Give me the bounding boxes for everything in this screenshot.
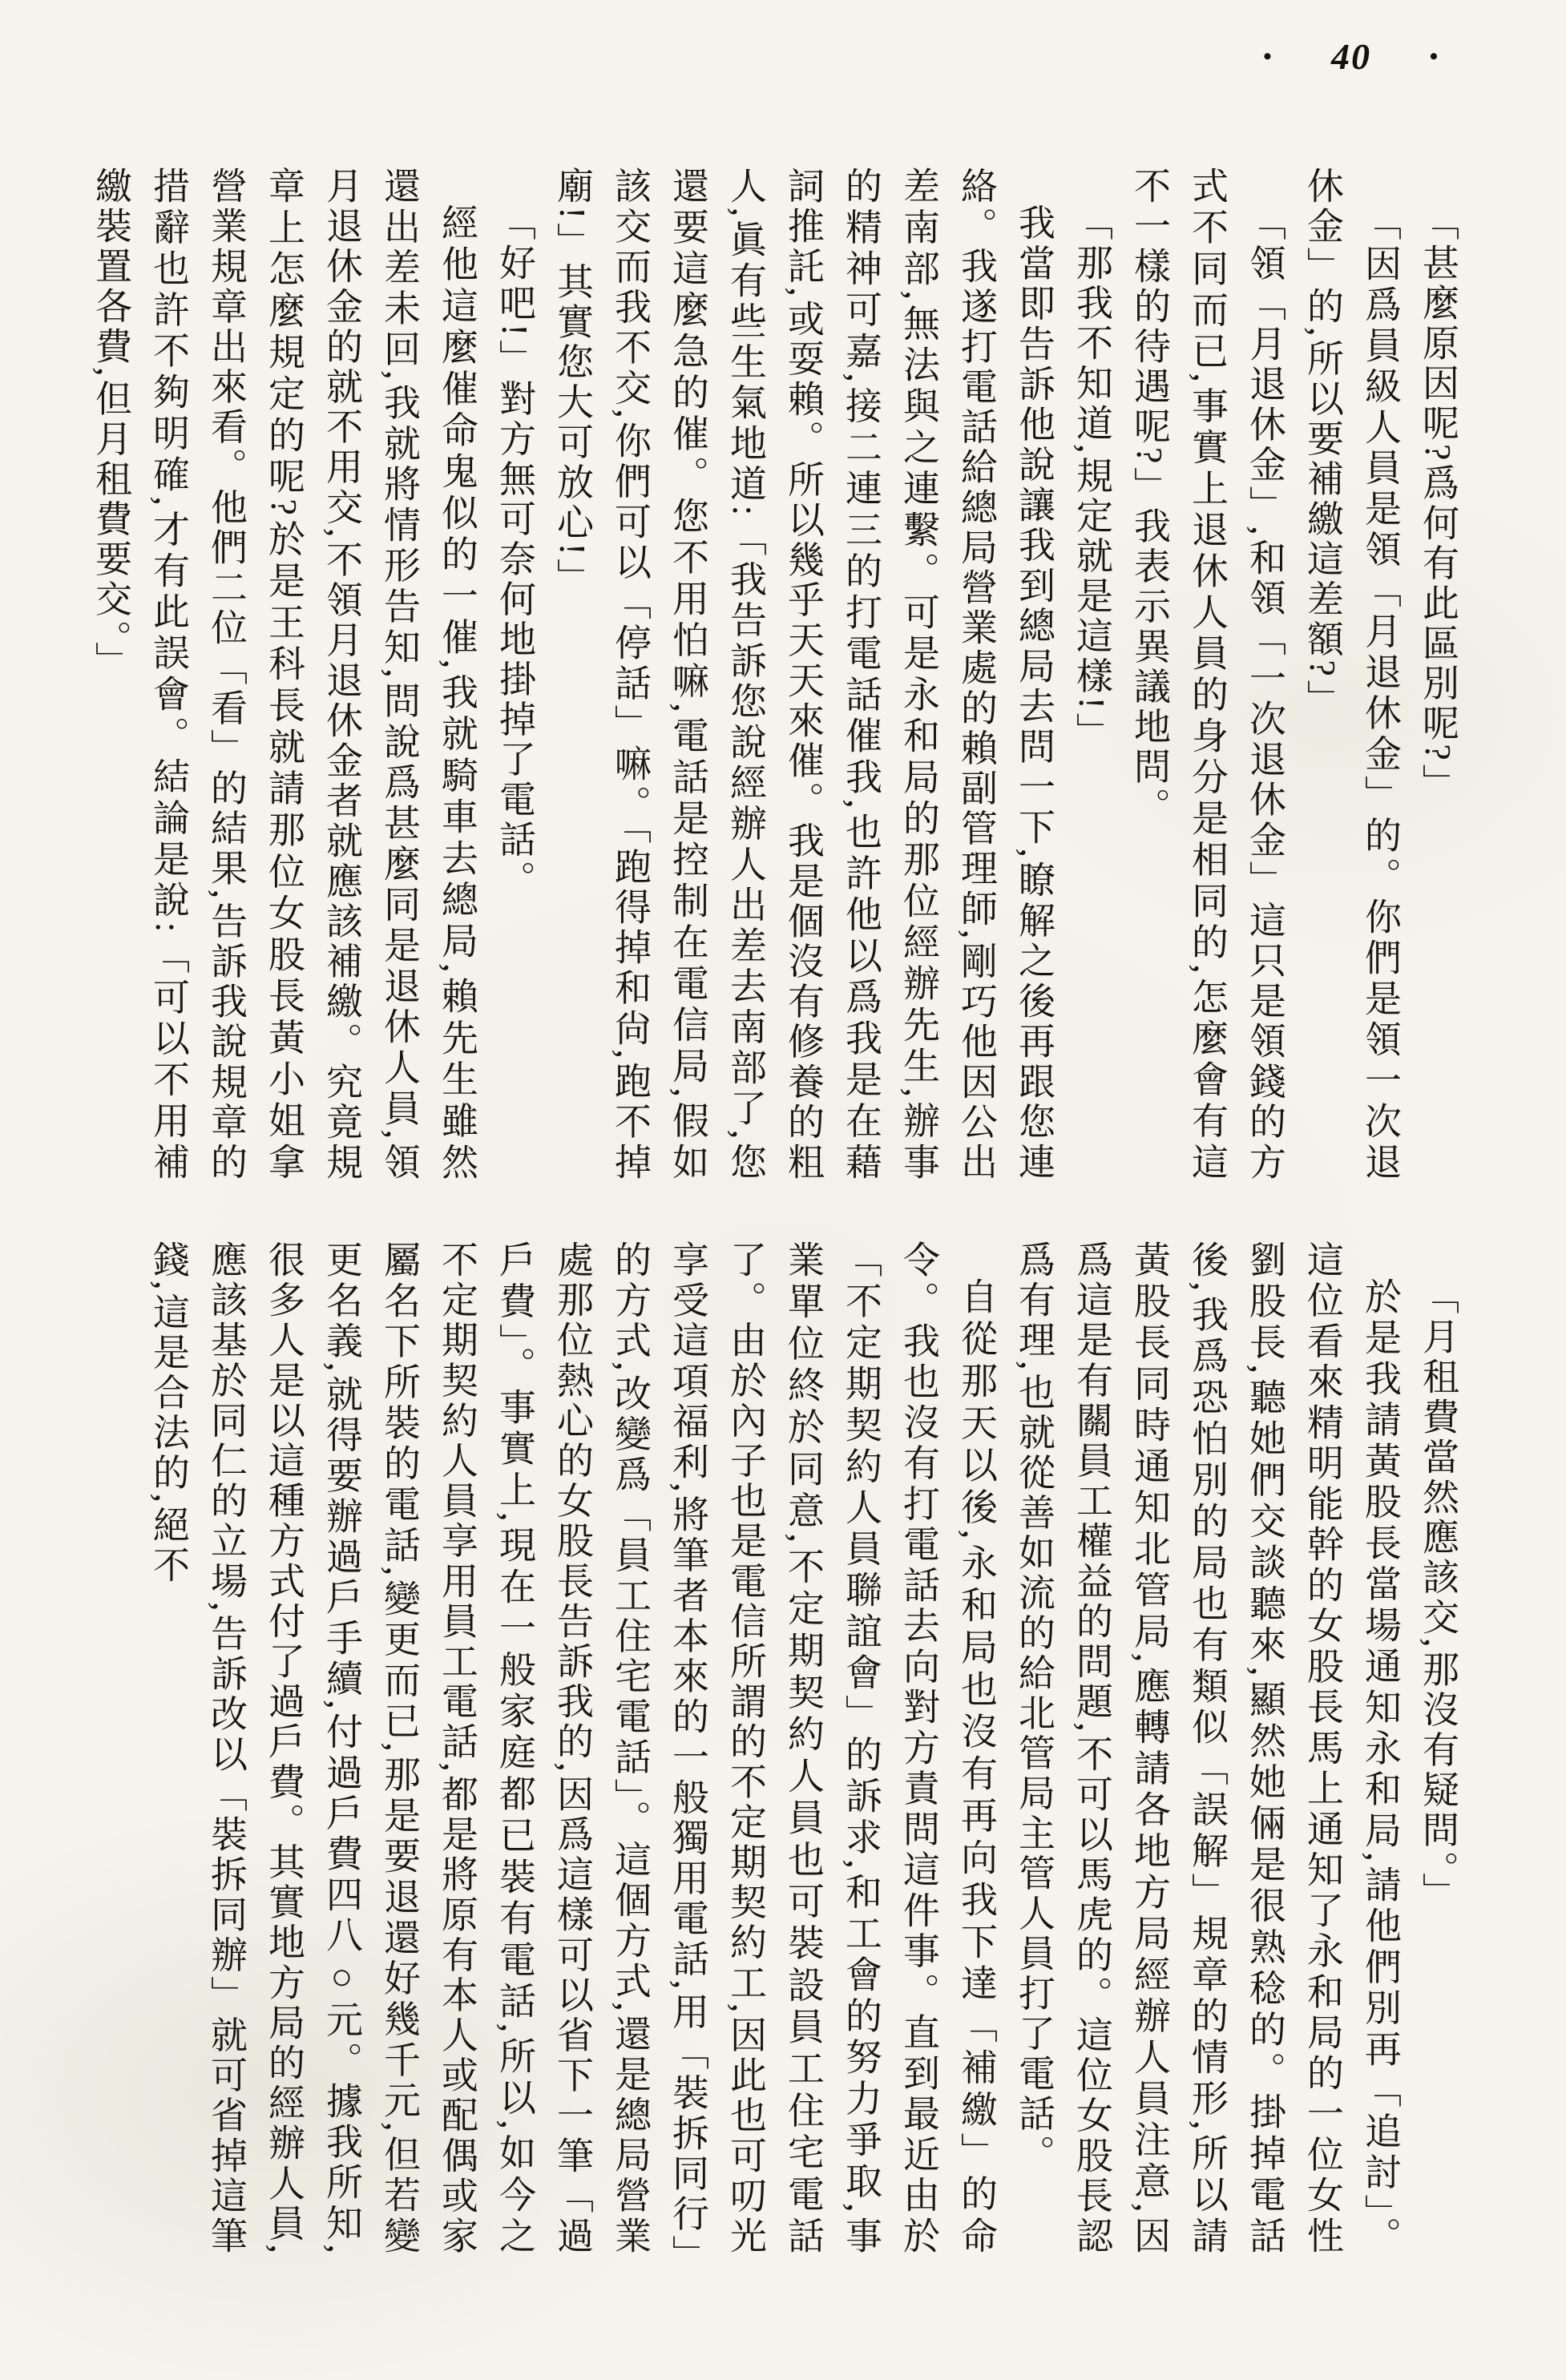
paragraph: 自從那天以後,永和局也沒有再向我下達「補繳」的命令。我也沒有打電話去向對方責問這件事。直到最近由於「不定期契約人員聯誼會」的訴求,和工會的努力爭取,事業單位終於同意,不定期契約人員也可裝設員工住宅電話了。由於內子也是電信所謂的不定期契約工,因此也可叨光享受這項福利,將筆者本來的一般獨用電話,用「裝拆同行」的方式,改變爲「員工住宅電話」。這個方式,還是總局營業處那位熱心的女股長告訴我的,因爲這樣可以省下一筆「過戶費」。事實上,現在一般家庭都已裝有電話,所以,如今之不定期契約人員享用員工電話,都是將原有本人或配偶或家屬名下所裝的電話,變更而已,那是要退還好幾千元,但若變更名義,就得要辦過戶手續,付過戶費四八○元。據我所知,很多人是以這種方式付了過戶費。其實地方局的經辦人員,應該基於同仁的立場,告訴改以「裝拆同辦」就可省掉這筆錢,這是合法的,絕不 (148, 1240, 997, 2257)
paragraph: 「那我不知道,規定就是這樣!」 (1072, 204, 1112, 752)
paragraph: 「好吧!」對方無可奈何地掛掉了電話。 (494, 204, 535, 901)
paragraph: 「甚麼原因呢?爲何有此區別呢?」 (1418, 204, 1459, 804)
text-band-top (80, 167, 1467, 1183)
paragraph: 我當即告訴他說讓我到總局去問一下,瞭解之後再跟您連絡。我遂打電話給總局營業處的賴副管理師,剛巧他因公出差南部,無法與之連繫。可是永和局的那位經辦先生,辦事的精神可嘉,接二連三的打電話催我,也許他以爲我是在藉詞推託,或耍賴。所以幾乎天天來催。我是個沒有修養的粗人,眞有些生氣地道:「我告訴您說經辦人出差去南部了,您還要這麼急的催。您不用怕嘛,電話是控制在電信局,假如該交而我不交,你們可以「停話」嘛。「跑得掉和尙,跑不掉廟!」其實您大可放心!」 (552, 167, 1055, 1184)
paragraph: 「月租費當然應該交,那沒有疑問。」 (1418, 1277, 1459, 1913)
paragraph: 於是我請黃股長當場通知永和局,請他們別再「追討」。這位看來精明能幹的女股長馬上通知了永和局的一位女性劉股長,聽她們交談聽來,顯然她倆是很熟稔的。掛掉電話後,我爲恐怕別的局也有類似「誤解」規章的情形,所以請黃股長同時通知北管局,應轉請各地方局經辦人員注意,因爲這是有關員工權益的問題,不可以馬虎的。這位女股長認爲有理,也就從善如流的給北管局主管人員打了電話。 (1014, 1240, 1401, 2257)
page-number-left-dot: • (1263, 42, 1273, 70)
page-number (1263, 35, 1439, 78)
paragraph: 「領「月退休金」,和領「一次退休金」這只是領錢的方式不同而已,事實上退休人員的身分是相同的,怎麼會有這不一樣的待遇呢?」我表示異議地問。 (1129, 167, 1285, 1183)
page-number-right-dot: • (1429, 42, 1439, 70)
text-band-bottom (80, 1240, 1467, 2257)
paragraph: 經他這麼催命鬼似的一催,我就騎車去總局,賴先生雖然還出差未回,我就將情形告知,問說爲甚麼同是退休人員,領月退休金的就不用交,不領月退休金者就應該補繳。究竟規章上怎麼規定的呢?於是王科長就請那位女股長黃小姐拿營業規章出來看。他們二位「看」的結果,告訴我說規章的措辭也許不夠明確,才有此誤會。結論是說:「可以不用補繳裝置各費,但月租費要交。」 (91, 167, 478, 1183)
page-number-value: 40 (1331, 36, 1371, 77)
paragraph: 「因爲員級人員是領「月退休金」的。你們是領一次退休金」的,所以要補繳這差額?」 (1302, 167, 1401, 1183)
